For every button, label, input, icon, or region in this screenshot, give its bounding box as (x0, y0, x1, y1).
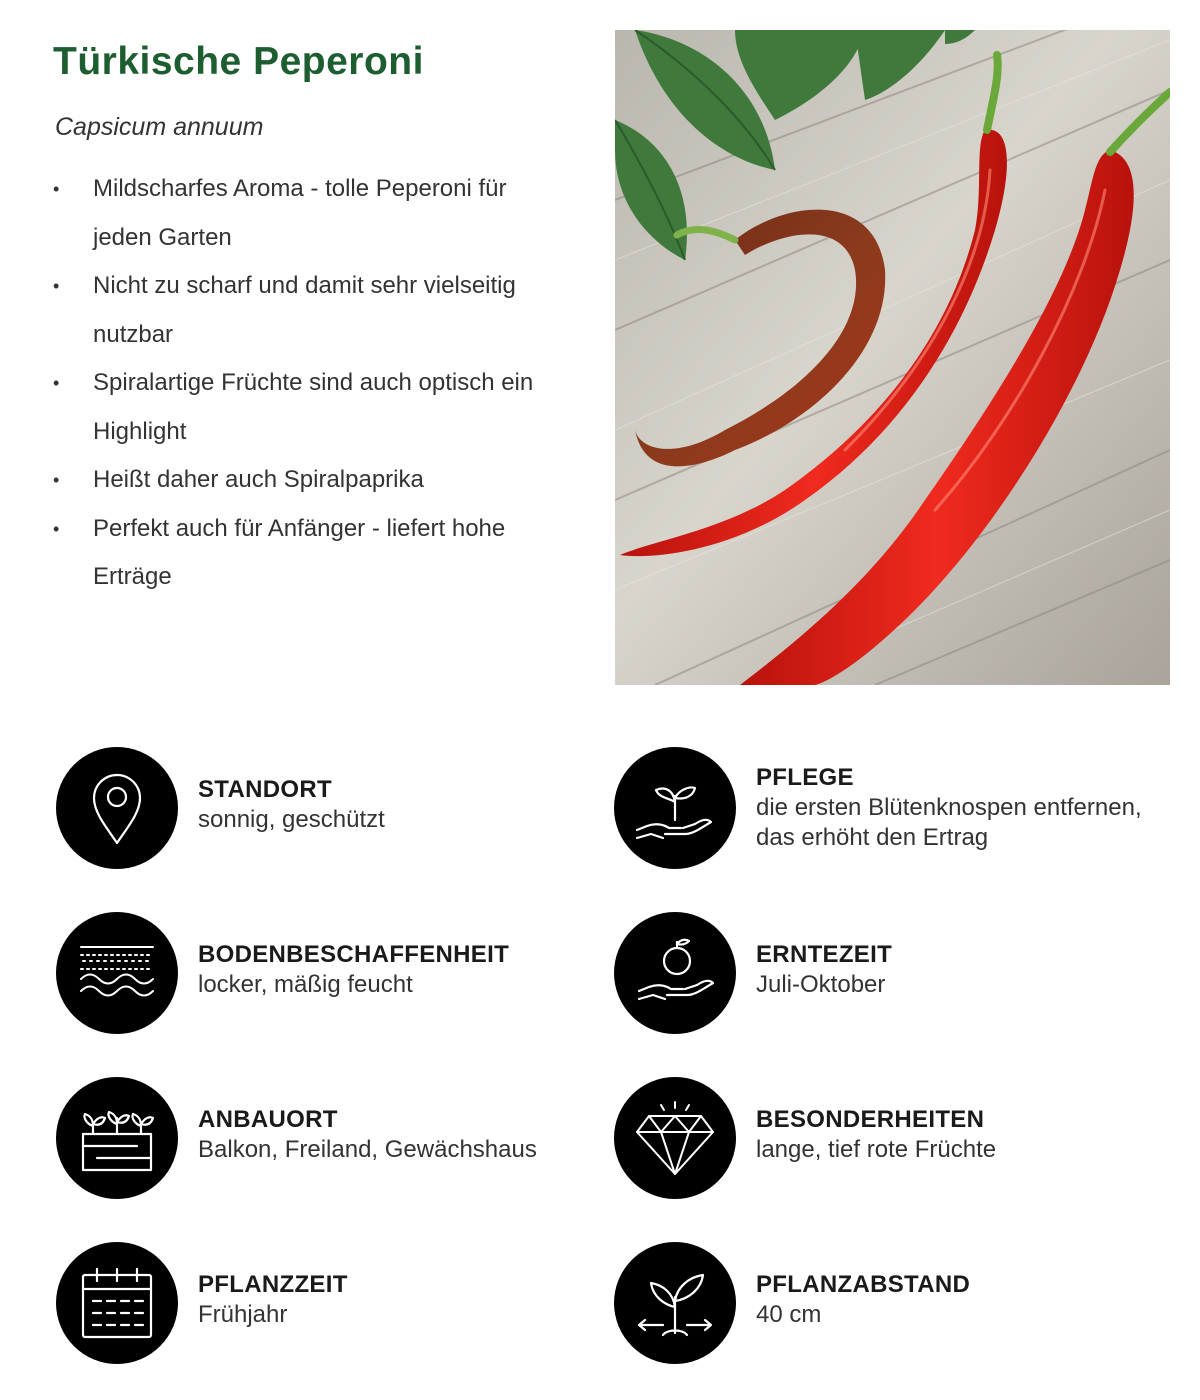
feature-value: sonnig, geschützt (198, 806, 385, 833)
page-title: Türkische Peperoni (53, 40, 424, 83)
feature-value: 40 cm (756, 1301, 822, 1328)
diamond-icon (614, 1077, 736, 1199)
feature-value: die ersten Blütenknospen entfernen, das erhöht den Ertrag (756, 794, 1142, 851)
feature-bullet-list (50, 165, 570, 602)
feature-label: PFLEGE (756, 764, 854, 791)
bullet-item (50, 165, 570, 262)
bullet-dot: • (53, 470, 60, 490)
feature-label: BODENBESCHAFFENHEIT (198, 941, 510, 968)
peppers-illustration (615, 30, 1170, 685)
feature-value: lange, tief rote Früchte (756, 1136, 997, 1163)
bullet-dot: • (53, 518, 60, 539)
bullet-text: Perfekt auch für Anfänger - liefert hohe Erträge (93, 514, 506, 590)
location-pin-icon (56, 747, 178, 869)
feature-text (756, 1105, 1176, 1165)
feature-text (198, 1270, 618, 1330)
feature-text (756, 763, 1156, 853)
feature-value: Balkon, Freiland, Gewächshaus (198, 1136, 537, 1163)
bullet-item (50, 505, 570, 602)
feature-value: Juli-Oktober (756, 971, 886, 998)
bullet-dot: • (53, 276, 60, 296)
feature-label: PFLANZZEIT (198, 1271, 348, 1298)
feature-label: ANBAUORT (198, 1106, 338, 1133)
bullet-text: Spiralartige Früchte sind auch optisch ein Highlight (93, 369, 534, 445)
bullet-text: Mildscharfes Aroma - tolle Peperoni für jeden Garten (93, 175, 507, 251)
feature-text (756, 940, 1176, 1000)
hand-fruit-icon (614, 912, 736, 1034)
latin-name: Capsicum annuum (55, 113, 264, 141)
feature-value: locker, mäßig feucht (198, 971, 413, 998)
calendar-icon (56, 1242, 178, 1364)
feature-text (756, 1270, 1176, 1330)
feature-text (198, 775, 618, 835)
plant-spacing-icon (614, 1242, 736, 1364)
hand-seedling-icon (614, 747, 736, 869)
bullet-dot: • (53, 179, 60, 199)
bullet-item (50, 456, 570, 505)
feature-text (198, 940, 618, 1000)
feature-value: Frühjahr (198, 1301, 288, 1328)
feature-label: STANDORT (198, 776, 332, 803)
planter-box-icon (56, 1077, 178, 1199)
feature-label: ERNTEZEIT (756, 941, 893, 968)
feature-label: BESONDERHEITEN (756, 1106, 985, 1133)
bullet-item (50, 359, 570, 456)
feature-text (198, 1105, 618, 1165)
product-photo (615, 30, 1170, 685)
feature-label: PFLANZABSTAND (756, 1271, 971, 1298)
bullet-text: Nicht zu scharf und damit sehr vielseitig nutzbar (93, 272, 516, 348)
bullet-item (50, 262, 570, 359)
bullet-dot: • (53, 373, 60, 393)
bullet-text: Heißt daher auch Spiralpaprika (93, 466, 424, 493)
soil-layers-icon (56, 912, 178, 1034)
